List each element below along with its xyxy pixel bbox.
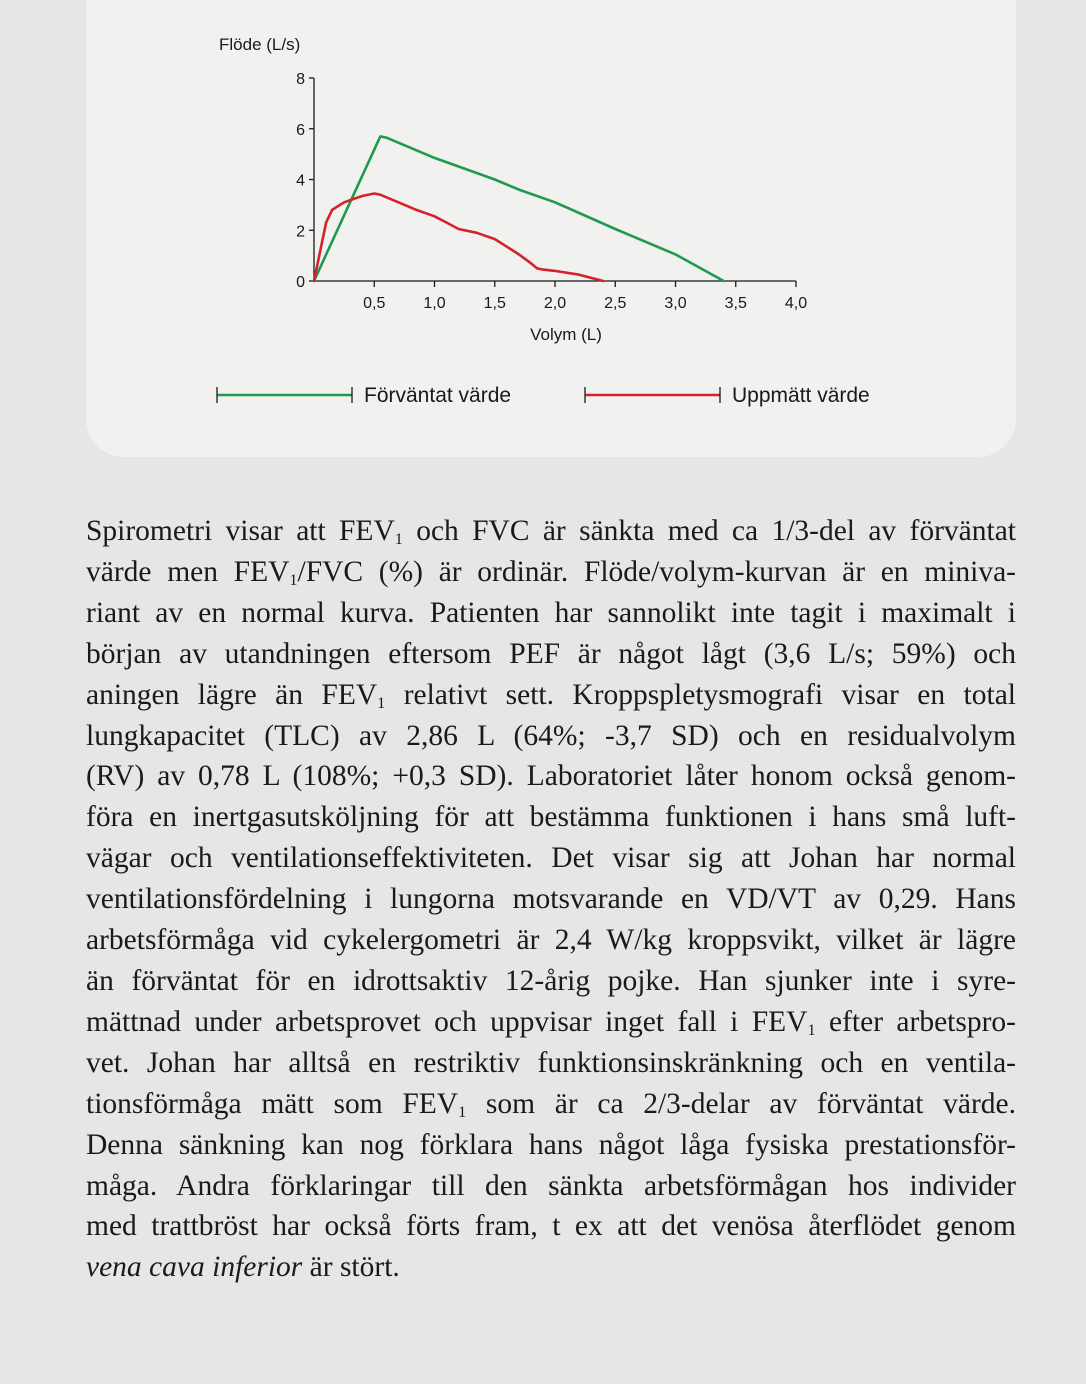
text-line: aningen lägre än $FEV_1$ relativt sett. Kroppspletysmografi visar en total <box>86 678 1016 712</box>
text-line: föra en inertgasutsköljning för att bestämma funktionen i hans små luft- <box>86 801 1016 834</box>
x-tick-label: 3,5 <box>724 295 747 312</box>
text-line: lungkapacitet (TLC) av 2,86 L (64%; -3,7 SD) och en residualvolym <box>86 719 1016 752</box>
x-tick-label: 1,5 <box>483 295 506 312</box>
text-line: arbetsförmåga vid cykelergometri är 2,4 W/kg kroppsvikt, vilket är lägre <box>86 924 1016 957</box>
x-tick-label: 3,0 <box>664 295 687 312</box>
y-axis-label: Flöde (L/s) <box>219 35 301 54</box>
y-tick-label: 0 <box>296 274 305 291</box>
text-line: än förväntat för en idrottsaktiv 12-årig pojke. Han sjunker inte i syre- <box>86 964 1016 997</box>
y-tick-label: 4 <box>296 172 305 190</box>
text-line: måga. Andra förklaringar till den sänkta arbetsförmågan hos individer <box>86 1169 1016 1202</box>
text-line: (RV) av 0,78 L (108%; +0,3 SD). Laboratoriet låter honom också genom- <box>86 760 1016 793</box>
body-paragraph <box>86 511 1016 1288</box>
y-tick-label: 6 <box>296 121 305 139</box>
text-line: med trattbröst har också förts fram, t ex att det venösa återflödet genom <box>86 1210 1016 1243</box>
text-line: början av utandningen eftersom PEF är något lågt (3,6 L/s; 59%) och <box>86 637 1016 670</box>
x-tick-label: 2,5 <box>604 295 627 312</box>
text-line: tionsförmåga mätt som $FEV_1$ som är ca 2/3-delar av förväntat värde. <box>86 1087 1016 1121</box>
text-line: Spirometri visar att $FEV_1$ och FVC är sänkta med ca 1/3-del av förväntat <box>86 515 1016 549</box>
text-line: vägar och ventilationseffektiviteten. Det visar sig att Johan har normal <box>86 842 1016 875</box>
x-axis-label: Volym (L) <box>530 325 602 344</box>
flow-volume-chart <box>0 0 1086 460</box>
series-line-measured <box>314 194 603 282</box>
series-line-expected <box>314 136 724 281</box>
text-line: vena cava inferior är stört. <box>86 1251 400 1284</box>
text-line: vet. Johan har alltså en restriktiv funktionsinskränkning och en ventila- <box>86 1046 1016 1079</box>
x-tick-label: 1,0 <box>423 295 446 312</box>
x-tick-label: 2,0 <box>543 295 567 312</box>
y-tick-label: 8 <box>296 71 305 88</box>
text-line: Denna sänkning kan nog förklara hans något låga fysiska prestationsför- <box>86 1128 1016 1161</box>
text-line: värde men $FEV_1$/FVC (%) är ordinär. Flöde/volym-kurvan är en miniva- <box>86 555 1017 589</box>
text-line: ventilationsfördelning i lungorna motsvarande en VD/VT av 0,29. Hans <box>86 883 1016 916</box>
text-line: mättnad under arbetsprovet och uppvisar inget fall i $FEV_1$ efter arbetspro- <box>86 1005 1016 1039</box>
x-tick-label: 4,0 <box>784 295 808 312</box>
y-tick-label: 2 <box>296 223 305 241</box>
x-tick-label: 0,5 <box>363 295 386 312</box>
legend-label: Uppmätt värde <box>732 384 870 407</box>
legend-label: Förväntat värde <box>364 384 512 407</box>
text-line: riant av en normal kurva. Patienten har sannolikt inte tagit i maximalt i <box>86 596 1016 629</box>
